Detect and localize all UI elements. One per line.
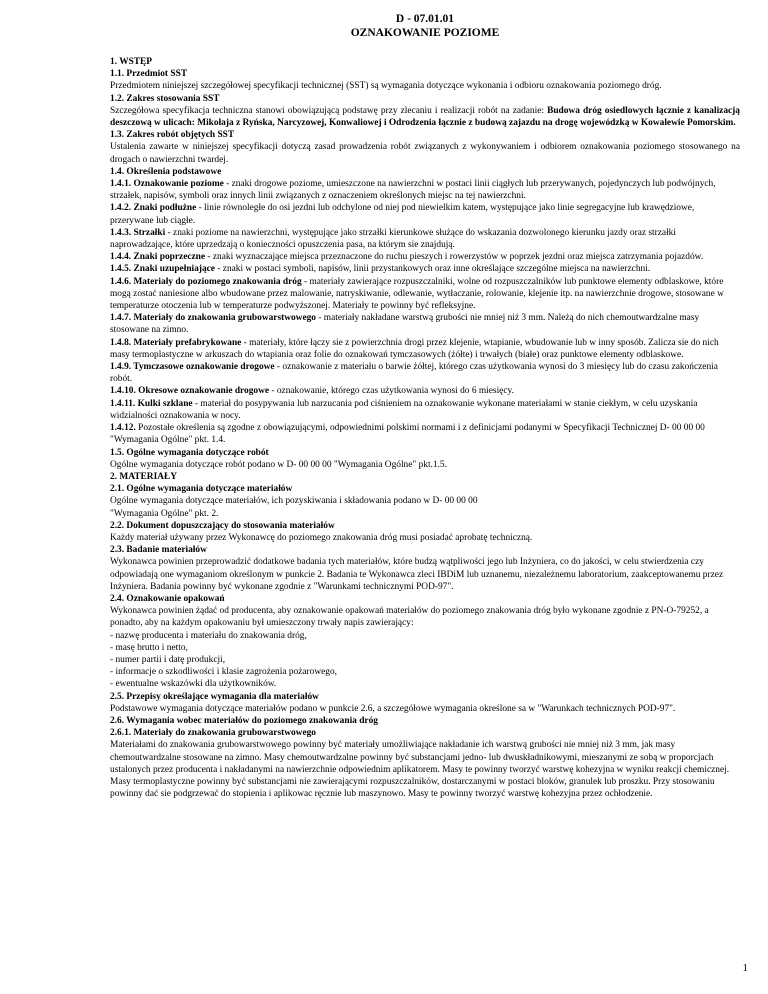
paragraph: [110, 263, 740, 275]
paragraph: [110, 459, 740, 471]
body-text: Ogólne wymagania dotyczące robót podano w D- 00 00 00 "Wymagania Ogólne" pkt.1.5.: [110, 459, 447, 470]
bold-text: 1.4.6. Materiały do poziomego znakowania dróg: [110, 276, 302, 287]
bold-text: 1.4.4. Znaki poprzeczne: [110, 252, 206, 263]
paragraph: [110, 251, 740, 263]
paragraph: [110, 605, 740, 629]
paragraph: [110, 508, 740, 520]
section-heading: 1.5. Ogólne wymagania dotyczące robót: [110, 447, 269, 458]
paragraph: [110, 105, 740, 129]
section-heading: 1.3. Zakres robót objętych SST: [110, 130, 235, 141]
document-code: D - 07.01.01: [395, 13, 455, 25]
body-text: Wykonawca powinien żądać od producenta, aby oznakowanie opakowań materiałów do poziomego znakowania dróg było wykonane zgodnie z PN-O-79252, a ponadto, aby na każdym opakowaniu był umieszczony trwały napis zawierający:: [110, 606, 709, 629]
paragraph: [110, 630, 740, 642]
body-text: - masę brutto i netto,: [110, 642, 188, 653]
body-text: - znaki poziome na nawierzchni, występujące jako strzałki kierunkowe służące do wskazania dozwolonego kierunku jazdy oraz strzałki naprowadzające, które uprzedzają o konieczności opuszczenia pasa, na którym sie znajdują.: [110, 227, 676, 251]
bold-text: Budowa dróg osiedlowych łącznie z kanalizacją deszczową w ulicach: Mikołaja z Ryńska, Narcyzowej, Konwaliowej i Odrodzenia łącznie z budową zajazdu na drogę wojewódzką w Kowalewie Pomorskim.: [110, 105, 740, 129]
paragraph: [110, 361, 740, 385]
body-text: - materiały zawierające rozpuszczalniki, wolne od rozpuszczalników lub punktowe elementy odblaskowe, które mogą zostać naniesione albo wbudowane przez malowanie, natryskiwanie, odlewanie, wytłaczanie, rolowanie, klejenie itp. na nawierzchnie drogowe, stosowane w temperaturze otoczenia lub w temperaturze podwyższonej. Materiały te powinny być refleksyjne.: [110, 276, 724, 312]
body-text: - znaki wyznaczające miejsca przeznaczone do ruchu pieszych i rowerzystów w poprzek jezdni oraz miejsca zatrzymania pojazdów.: [205, 252, 704, 263]
paragraph: [110, 556, 740, 593]
body-text: - informacje o szkodliwości i klasie zagrożenia pożarowego,: [110, 667, 337, 678]
paragraph: [110, 385, 740, 397]
paragraph: [110, 666, 740, 678]
paragraph: [110, 178, 740, 202]
bold-text: 1.4.7. Materiały do znakowania grubowarstwowego: [110, 313, 316, 324]
paragraph: [110, 703, 740, 715]
paragraph: [110, 202, 740, 226]
section-heading: 2.1. Ogólne wymagania dotyczące materiałów: [110, 484, 293, 495]
body-text: Przedmiotem niniejszej szczegółowej specyfikacji technicznej (SST) są wymagania dotyczące wykonania i odbioru oznakowania poziomego dróg.: [110, 81, 662, 92]
paragraph: [110, 678, 740, 690]
document-header: [110, 12, 740, 40]
paragraph: [110, 495, 740, 507]
body-text: Podstawowe wymagania dotyczące materiałów podano w punkcie 2.6, a szczegółowe wymagania określone sa w "Warunkach technicznych POD-97".: [110, 703, 676, 714]
body-text: - znaki drogowe poziome, umieszczone na nawierzchni w postaci linii ciągłych lub przerywanych, pojedynczych lub podwójnych, strzałek, napisów, symboli oraz innych linii związanych z oznaczeniem określonych miejsc na tej nawierzchni.: [110, 179, 716, 202]
section-heading: 2.5. Przepisy określające wymagania dla materiałów: [110, 691, 319, 702]
paragraph: [110, 422, 740, 446]
paragraph: [110, 312, 740, 336]
body-text: - oznakowanie, którego czas użytkowania wynosi do 6 miesięcy.: [269, 386, 514, 397]
body-text: - znaki w postaci symboli, napisów, linii przystankowych oraz inne określające szczególne miejsca na nawierzchni.: [214, 264, 651, 275]
body-text: - nazwę producenta i materiału do znakowania dróg,: [110, 630, 307, 641]
bold-text: 1.4.10. Okresowe oznakowanie drogowe: [110, 386, 270, 397]
body-text: - ewentualne wskazówki dla użytkowników.: [110, 679, 277, 690]
paragraph: [110, 141, 740, 165]
section-heading: 1.1. Przedmiot SST: [110, 69, 188, 80]
bold-text: 1.4.3. Strzałki: [110, 227, 166, 238]
paragraph: [110, 642, 740, 654]
document-page: [110, 12, 740, 800]
section-heading: 2.3. Badanie materiałów: [110, 545, 207, 556]
section-heading: 1.4. Określenia podstawowe: [110, 166, 222, 177]
body-text: - materiały nakładane warstwą grubości nie mniej niż 3 mm. Należą do nich chemoutwardzalne masy stosowane na zimno.: [110, 313, 700, 336]
body-text: Każdy materiał używany przez Wykonawcę do poziomego znakowania dróg musi posiadać aprobatę techniczną.: [110, 532, 533, 543]
bold-text: 1.4.2. Znaki podłużne: [110, 203, 197, 214]
body-text: Materiałami do znakowania grubowarstwowego powinny być materiały umożliwiające nakładanie ich warstwą grubości nie mniej niż 3 mm, jak masy chemoutwardzalne stosowane na zimno. Masy chemoutwardzalne powinny być substancjami jedno- lub dwuskładnikowymi, mieszanymi ze sobą w proporcjach ustalonych przez producenta i nakładanymi na nawierzchnie odpowiednim aplikatorem. Masy te powinny tworzyć warstwę kohezyjna w wyniku reakcji chemicznej. Masy termoplastyczne powinny być substancjami nie zawierającymi rozpuszczalników, dostarczanymi w postaci bloków, granulek lub proszku. Przy stosowaniu powinny dać sie podgrzewać do stopienia i aplikowac ręcznie lub maszynowo. Masy te powinny tworzyć warstwę kohezyjna przez ochłodzenie.: [110, 740, 730, 800]
body-text: Pozostałe określenia są zgodne z obowiązującymi, odpowiednimi polskimi normami i z definicjami podanymi w Specyfikacji Technicznej D- 00 00 00 "Wymagania Ogólne" pkt. 1.4.: [110, 423, 705, 446]
document-body: [110, 56, 740, 800]
body-text: - oznakowanie z materiału o barwie żółtej, którego czas użytkowania wynosi do 3 miesięcy lub do czasu zakończenia robót.: [110, 362, 718, 385]
bold-text: 1.4.5. Znaki uzupełniające: [110, 264, 215, 275]
body-text: "Wymagania Ogólne" pkt. 2.: [110, 508, 219, 519]
document-title: OZNAKOWANIE POZIOME: [350, 27, 500, 39]
body-text: Wykonawca powinien przeprowadzić dodatkowe badania tych materiałów, które budzą wątpliwości jego lub Inżyniera, co do jakości, w celu stwierdzenia czy odpowiadają one wymaganiom określonym w punkcie 2. Badania te Wykonawca zleci IBDiM lub uznanemu, niezależnemu laboratorium, zaakceptowanemu przez Inżyniera. Badania powinny być wykonane zgodnie z "Warunkami technicznymi POD-97".: [110, 557, 724, 592]
paragraph: [110, 654, 740, 666]
bold-text: 1.4.11. Kulki szklane: [110, 398, 193, 409]
body-text: - numer partii i datę produkcji,: [110, 654, 226, 665]
body-text: Ogólne wymagania dotyczące materiałów, ich pozyskiwania i składowania podano w D- 00 00 00: [110, 496, 478, 507]
section-heading: 2. MATERIAŁY: [110, 471, 178, 482]
paragraph: [110, 337, 740, 361]
body-text: - materiały, które łączy sie z powierzchnia drogi przez klejenie, wtapianie, wbudowanie lub w inny sposób. Zalicza sie do nich masy termoplastyczne w arkuszach do wtapiania oraz folie do oznakowań tymczasowych (żółte) i trwałych (białe) oraz punktowe elementy odblaskowe.: [110, 337, 719, 360]
section-heading: 2.2. Dokument dopuszczający do stosowania materiałów: [110, 520, 335, 531]
bold-text: 1.4.8. Materiały prefabrykowane: [110, 337, 242, 348]
section-heading: 2.4. Oznakowanie opakowań: [110, 593, 225, 604]
body-text: - materiał do posypywania lub narzucania pod ciśnieniem na oznakowanie wykonane materiałami w stanie ciekłym, w celu uzyskania widzialności oznakowania w nocy.: [110, 398, 698, 421]
bold-text: 1.4.9. Tymczasowe oznakowanie drogowe: [110, 362, 275, 373]
body-text: - linie równoległe do osi jezdni lub odchylone od niej pod niewielkim katem, występujące jako linie segregacyjne lub krawędziowe, przerywane lub ciągłe.: [110, 203, 695, 226]
paragraph: [110, 276, 740, 313]
paragraph: [110, 227, 740, 251]
bold-text: 1.4.1. Oznakowanie poziome: [110, 179, 224, 190]
section-heading: 1.2. Zakres stosowania SST: [110, 93, 220, 104]
paragraph: [110, 532, 740, 544]
bold-text: 1.4.12.: [110, 423, 136, 434]
body-text: Szczegółowa specyfikacja techniczna stanowi obowiązującą podstawę przy zlecaniu i realizacji robót na zadanie:: [110, 105, 548, 116]
body-text: Ustalenia zawarte w niniejszej specyfikacji dotyczą zasad prowadzenia robót związanych z wykonywaniem i odbiorem oznakowania poziomego stosowanego na drogach o nawierzchni twardej.: [110, 142, 740, 165]
section-heading: 2.6. Wymagania wobec materiałów do poziomego znakowania dróg: [110, 715, 378, 726]
paragraph: [110, 80, 740, 92]
page-number: 1: [742, 962, 748, 974]
paragraph: [110, 398, 740, 422]
section-heading: 2.6.1. Materiały do znakowania grubowarstwowego: [110, 728, 316, 739]
paragraph: [110, 739, 740, 800]
section-heading: 1. WSTĘP: [110, 57, 153, 67]
